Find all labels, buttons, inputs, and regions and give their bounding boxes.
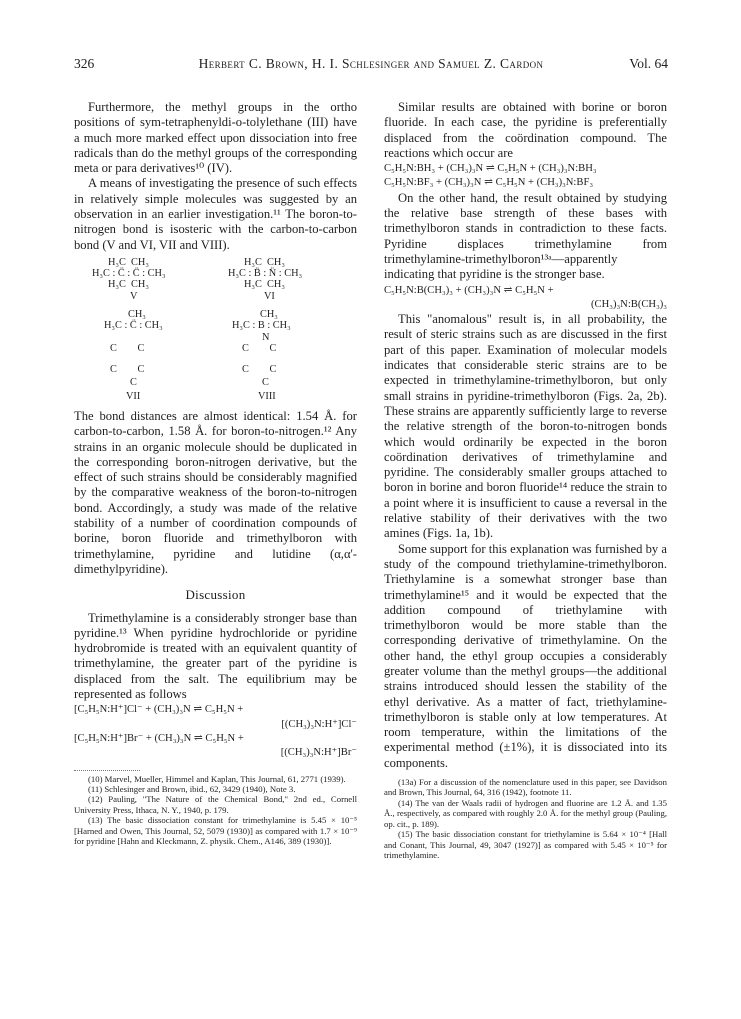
footnote: (14) The van der Waals radii of hydrogen and fluorine are 1.2 Å. and 1.35 Å., respectively, as compared with roughly 2.0 Å. for the methyl group (Pauling, op. cit., p. 189). [384, 797, 667, 829]
equation-line: C₅H₅N:B(CH₃)₃ + (CH₃)₃N ⇌ C₅H₅N + [384, 284, 554, 296]
section-heading: Discussion [185, 587, 246, 603]
formula-v-label: V [130, 290, 138, 302]
footnote: (15) The basic dissociation constant for triethylamine is 5.64 × 10⁻⁴ [Hall and Conant, This Journal, 49, 3047 (1927)] as compared with 5.45 × 10⁻⁵ for trimethylamine. [384, 829, 667, 860]
formula-viii-ring-upper: C C [242, 342, 277, 354]
equation-line: [(CH₃)₃N:H⁺]Br⁻ [280, 747, 357, 759]
formula-vii-top: CH₃ [128, 308, 146, 320]
footnote: (13) The basic dissociation constant for trimethylamine is 5.45 × 10⁻⁵ [Harned and Owen, This Journal, 52, 5079 (1930)] as compared with 1.7 × 10⁻⁹ for pyridine [Hahn and Kleckmann, Z. physik. Chem., A146, 389 (1930)]. [74, 815, 357, 846]
paragraph: Similar results are obtained with borine or boron fluoride. In each case, the pyridine is preferentially displaced from the coördination compound. The reactions which occur are [384, 100, 667, 160]
formula-viii-ring-base: C [262, 376, 269, 388]
formula-vi-middle: H₃C : B̈ : N̈ : CH₃ [228, 267, 303, 279]
volume-number: Vol. 64 [629, 56, 668, 71]
paragraph: This "anomalous" result is, in all probability, the result of steric strains such as are discussed in the first part of this paper. Examination of molecular models indicates that considerable steric strains are to be expected in trimethylamine-trimethylboron, but only small strains in pyridine-trimethylboron (Figs. 2a, 2b). These strains are apparently sufficiently large to reverse the relative strength of the boron-to-nitrogen bonds which would ordinarily be expected in the boron coördination derivatives of trimethylamine and pyridine. The considerably smaller groups attached to boron in borine and boron fluoride¹⁴ reduce the strain to a point where it is insufficient to cause a reversal in the relative stability of their derivatives with the two amines (Figs. 1a, 1b). [384, 312, 667, 541]
formula-vii-ring-upper: C C [110, 342, 145, 354]
footnote: (11) Schlesinger and Brown, ibid., 62, 3429 (1940), Note 3. [88, 783, 296, 794]
equation-line: [(CH₃)₃N:H⁺]Cl⁻ [281, 718, 357, 730]
formula-vi-label: VI [264, 290, 275, 302]
paragraph: The bond distances are almost identical: 1.54 Å. for carbon-to-carbon, 1.58 Å. for boron-to-nitrogen.¹² Any strains in an organic molecule should be duplicated in the corresponding boron-nitrogen derivative, but the effect of such strains should be considerably magnified by the comparative weakness of the boron-to-nitrogen bond. Accordingly, a study was made of the relative stability of a number of coordination compounds of borine, boron fluoride and trimethylboron with trimethylamine, pyridine and lutidine (α,α'-dimethylpyridine). [74, 408, 357, 576]
formula-viii-top: CH₃ [260, 308, 278, 320]
formula-viii-middle: H₃C : B : CH₃ [232, 319, 291, 331]
formula-vii-ring-lower: C C [110, 363, 145, 375]
formula-viii-nitrogen: N [262, 331, 270, 343]
equation-line: C₅H₅N:BH₃ + (CH₃)₃N ⇌ C₅H₅N + (CH₃)₃N:BH₃ [384, 163, 597, 175]
equation-line: C₅H₅N:BF₃ + (CH₃)₃N ⇌ C₅H₅N + (CH₃)₃N:BF₃ [384, 177, 594, 189]
formula-vii-middle: H₃C : C̈ : CH₃ [104, 319, 163, 331]
running-authors: Herbert C. Brown, H. I. Schlesinger and Samuel Z. Cardon [198, 56, 544, 71]
formula-vii-ring-base: C [130, 376, 137, 388]
page-number: 326 [74, 56, 95, 71]
footnote-rule [74, 770, 140, 771]
formula-v-middle: H₃C : C̈ : C̈ : CH₃ [92, 267, 166, 279]
left-column [74, 100, 357, 846]
paragraph: On the other hand, the result obtained by studying the relative base strength of these bases with trimethylboron stands in contradiction to these facts. Pyridine displaces trimethylamine from trimethylamine-trimethylboron¹³ᵃ—apparently indicating that pyridine is the stronger base. [384, 190, 667, 282]
running-header [74, 56, 668, 76]
footnote: (13a) For a discussion of the nomenclature used in this paper, see Davidson and Brown, This Journal, 64, 316 (1942), footnote 11. [384, 777, 667, 798]
formula-vi-bottom: H₃C CH₃ [244, 278, 285, 290]
formula-vi-top: H₃C CH₃ [244, 256, 285, 268]
right-column [384, 100, 667, 860]
formula-v-bottom: H₃C CH₃ [108, 278, 149, 290]
formula-v-top: H₃C CH₃ [108, 256, 149, 268]
equation-line: [C₅H₅N:H⁺]Br⁻ + (CH₃)₃N ⇌ C₅H₅N + [74, 732, 244, 744]
equation-line: (CH₃)₃N:B(CH₃)₃ [591, 298, 667, 310]
formula-viii-ring-lower: C C [242, 363, 277, 375]
formula-vii-label: VII [126, 390, 141, 402]
footnote: (12) Pauling, "The Nature of the Chemical Bond," 2nd ed., Cornell University Press, Ithaca, N. Y., 1940, p. 179. [74, 794, 357, 815]
paragraph: A means of investigating the presence of such effects in relatively simple molecules was suggested by an observation in an earlier investigation.¹¹ The boron-to-nitrogen bond is isosteric with the carbon-to-carbon bond (V and VI, VII and VIII). [74, 176, 357, 252]
structural-formulas [74, 257, 357, 407]
footnote: (10) Marvel, Mueller, Himmel and Kaplan, This Journal, 61, 2771 (1939). [88, 773, 346, 784]
paragraph: Trimethylamine is a considerably stronger base than pyridine.¹³ When pyridine hydrochloride or pyridine hydrobromide is treated with an equivalent quantity of trimethylamine, the greater part of the pyridine is displaced from the salt. The equilibrium may be represented as follows [74, 610, 357, 702]
paragraph: Some support for this explanation was furnished by a study of the compound triethylamine-trimethylboron. Triethylamine is a somewhat stronger base than trimethylamine¹⁵ and it would be expected that the addition compound of triethylamine with trimethylboron would be more stable than the corresponding derivative of trimethylamine. On the other hand, the ethyl group occupies a considerably greater volume than the methyl groups—the additional strains introduced should lessen the stability of the ethyl derivative. As a matter of fact, triethylamine-trimethylboron is stable only at low temperatures. At room temperature, within the limitations of the experimental method (±1%), it is dissociated into its components. [384, 541, 667, 770]
formula-viii-label: VIII [258, 390, 276, 402]
paragraph: Furthermore, the methyl groups in the ortho positions of sym-tetraphenyldi-o-tolylethane (III) have a much more marked effect upon dissociation into free radicals than do the methyl groups of the corresponding meta or para derivatives¹⁰ (IV). [74, 100, 357, 176]
equation-line: [C₅H₅N:H⁺]Cl⁻ + (CH₃)₃N ⇌ C₅H₅N + [74, 704, 244, 716]
